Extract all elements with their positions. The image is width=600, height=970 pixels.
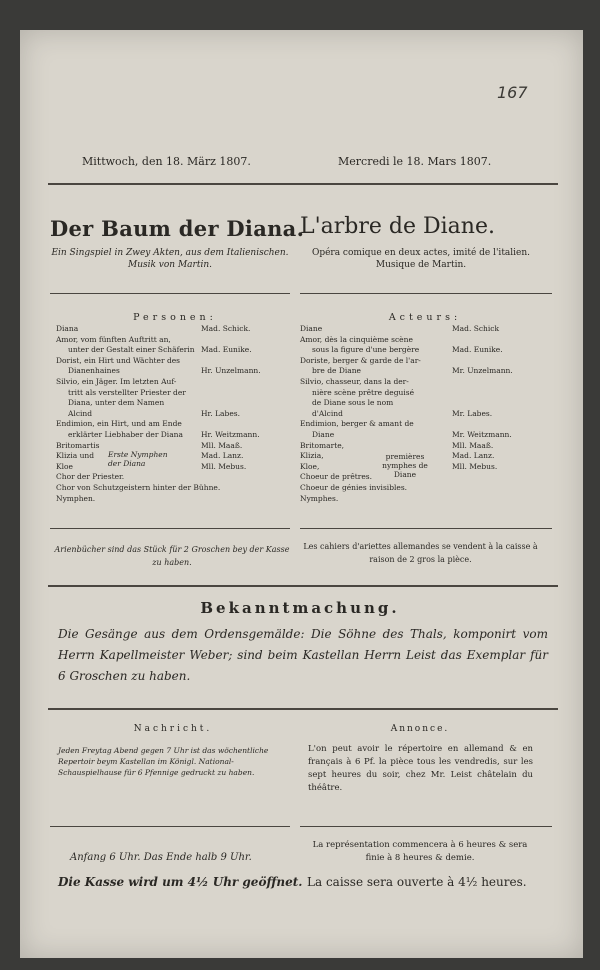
bekanntmachung-title: Bekanntmachung. <box>200 599 400 617</box>
note-german: Arienbücher sind das Stück für 2 Groschen bey der Kasse zu haben. <box>54 545 290 567</box>
cast-german-role: Endimion, ein Hirt, und am Ende <box>56 419 182 429</box>
cast-german-role: Chor der Priester. <box>56 472 125 482</box>
cast-german-role: Amor, vom fünften Auftritt an, <box>56 334 171 344</box>
rule-left-3 <box>50 826 290 827</box>
cast-german-role: Dianenhaines <box>68 366 120 376</box>
cast-german-role: erklärter Liebhaber der Diana <box>68 430 183 439</box>
rule-left-2 <box>50 528 290 529</box>
rule-right-1 <box>300 293 552 294</box>
mid-rule <box>48 585 558 587</box>
cast-french-role: Choeur de prêtres. <box>300 472 373 482</box>
cast-french-actor: Mll. Mebus. <box>452 461 498 471</box>
cast-german-actor: Mll. Maaß. <box>201 440 243 450</box>
subtitle-french-line-2: Musique de Martin. <box>375 260 467 270</box>
rule-right-3 <box>300 826 552 827</box>
kasse-german: Die Kasse wird um 4½ Uhr geöffnet. <box>58 875 303 889</box>
annonce-title: Annonce. <box>390 724 450 734</box>
nachricht-title: Nachricht. <box>133 724 213 734</box>
caisse-french: La caisse sera ouverte à 4½ heures. <box>307 875 527 889</box>
cast-german-role: Diana, unter dem Namen <box>68 398 165 408</box>
cast-german-role: Diana <box>56 324 79 333</box>
cast-french-role: Diane <box>300 324 323 333</box>
cast-french-role: Nymphes. <box>300 493 339 503</box>
bekanntmachung-text: Die Gesänge aus dem Ordensgemälde: Die Söhne des Thals, komponirt vom Herrn Kapellmeister Weber; sind beim Kastellan Herrn Leist das Exemplar für 6 Groschen zu haben. <box>58 627 548 683</box>
date-german: Mittwoch, den 18. März 1807. <box>82 155 251 168</box>
cast-german-role: Alcind <box>68 408 93 418</box>
cast-french-role: Silvio, chasseur, dans la der- <box>300 377 409 386</box>
subtitle-french <box>296 247 546 271</box>
cast-german-role: Klizia und <box>56 451 95 461</box>
title-german: Der Baum der Diana. <box>50 216 305 241</box>
cast-french-actor: Mll. Maaß. <box>452 440 494 450</box>
subtitle-german-line-1: Ein Singspiel in Zwey Akten, aus dem Italienischen. <box>51 248 289 258</box>
cast-french-role: Diane <box>312 430 335 439</box>
cast-german-role: tritt als verstellter Priester der <box>68 387 186 397</box>
cast-german-role: Silvio, ein Jäger. Im letzten Auf- <box>56 377 177 386</box>
cast-german-actor: Hr. Weitzmann. <box>201 430 260 439</box>
cast-french-actor: Mad. Eunike. <box>452 345 503 355</box>
cast-french-role: Endimion, berger & amant de <box>300 419 414 429</box>
cast-list-german <box>56 324 292 514</box>
cast-german-actor: Mll. Mebus. <box>201 461 247 471</box>
cast-french-actor: Mr. Labes. <box>452 408 493 418</box>
cast-german-role: Chor von Schutzgeistern hinter der Bühne. <box>56 483 221 492</box>
cast-german-actor: Mad. Schick. <box>201 324 251 333</box>
rule-right-2 <box>300 528 552 529</box>
nachricht-text: Jeden Freytag Abend gegen 7 Uhr ist das wöchentliche Repertoir beym Kastellan im Königl. National-Schauspielhause für 6 Pfennige gedruckt zu haben. <box>58 746 269 777</box>
cast-french-actor: Mr. Unzelmann. <box>452 366 513 376</box>
cast-french-role: d'Alcind <box>312 408 343 418</box>
subtitle-french-line-1: Opéra comique en deux actes, imité de l'italien. <box>311 248 531 258</box>
cast-french-role: Doriste, berger & garde de l'ar- <box>300 355 421 365</box>
title-french: L'arbre de Diane. <box>300 214 495 239</box>
cast-german-role: Nymphen. <box>56 493 96 503</box>
cast-french-role: bre de Diane <box>312 366 361 376</box>
cast-german-role: Britomartis <box>56 440 100 450</box>
cast-german-actor: Hr. Labes. <box>201 408 240 418</box>
representation-french: La représentation commencera à 6 heures & sera finie à 8 heures & demie. <box>312 840 528 863</box>
acteurs-heading: Acteurs: <box>388 312 462 323</box>
cast-french-role: Klizia, <box>300 451 324 461</box>
cast-group-german: Erste Nymphen der Diana <box>108 450 168 468</box>
cast-french-actor: Mad. Lanz. <box>452 451 495 461</box>
cast-german-role: Kloe <box>56 461 73 471</box>
annonce-text: L'on peut avoir le répertoire en allemand & en français à 6 Pf. la pièce tous les vendredis, sur les sept heures du soir, chez Mr. Leist châtelain du théâtre. <box>308 744 533 793</box>
cast-german-actor: Hr. Unzelmann. <box>201 366 261 376</box>
cast-french-role: Kloe, <box>300 461 320 471</box>
anfang-german: Anfang 6 Uhr. Das Ende halb 9 Uhr. <box>70 852 252 863</box>
cast-french-role: de Diane sous le nom <box>312 398 394 408</box>
cast-german-role: Dorist, ein Hirt und Wächter des <box>56 355 181 365</box>
cast-french-actor: Mad. Schick <box>452 324 500 333</box>
cast-german-actor: Mad. Lanz. <box>201 451 244 461</box>
rule-after-bekanntmachung <box>48 708 558 710</box>
cast-group-french: premières nymphes de Diane <box>382 452 428 479</box>
cast-german-role: unter der Gestalt einer Schäferin <box>68 345 195 355</box>
cast-french-role: nière scène prêtre deguisé <box>312 387 415 397</box>
top-rule <box>48 183 558 185</box>
rule-left-1 <box>50 293 290 294</box>
subtitle-german-line-2: Musik von Martin. <box>127 260 213 270</box>
note-french: Les cahiers d'ariettes allemandes se vendent à la caisse à raison de 2 gros la pièce. <box>303 542 538 564</box>
cast-german-actor: Mad. Eunike. <box>201 345 252 355</box>
cast-list-french <box>300 324 550 514</box>
cast-french-actor: Mr. Weitzmann. <box>452 430 512 439</box>
subtitle-german <box>50 247 290 271</box>
cast-french-role: Britomarte, <box>300 440 345 450</box>
date-french: Mercredi le 18. Mars 1807. <box>338 155 492 168</box>
cast-french-role: Choeur de génies invisibles. <box>300 483 408 492</box>
page-number: 167 <box>497 83 528 102</box>
cast-french-role: Amor, dès la cinquième scène <box>300 334 413 344</box>
cast-french-role: sous la figure d'une bergère <box>312 345 420 355</box>
personen-heading: Personen: <box>133 312 217 323</box>
